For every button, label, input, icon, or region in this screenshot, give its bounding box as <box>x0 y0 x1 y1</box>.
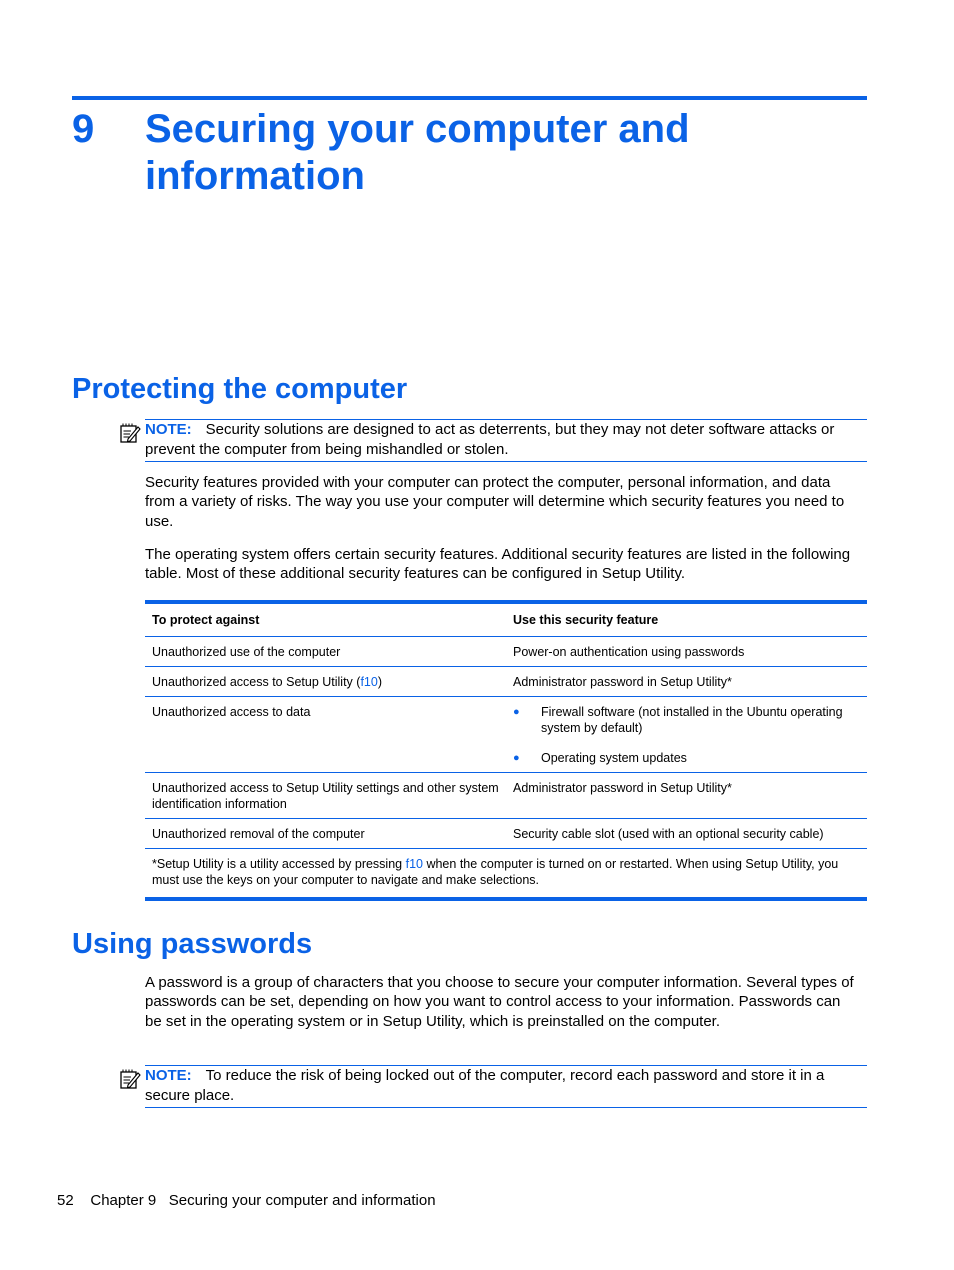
table-header-cell: Use this security feature <box>513 613 659 627</box>
table-row <box>145 773 867 819</box>
bullet-dot-icon: ● <box>513 752 520 764</box>
table-cell <box>506 697 867 772</box>
table-cell: Security cable slot (used with an optional security cable) <box>513 827 824 841</box>
paragraph <box>145 545 860 584</box>
security-table <box>145 600 867 901</box>
paragraph <box>145 973 860 1031</box>
footnote-text: *Setup Utility is a utility accessed by pressing <box>152 857 406 871</box>
chapter-number: 9 <box>72 107 95 151</box>
table-cell: Administrator password in Setup Utility* <box>513 781 732 795</box>
table-row <box>145 637 867 667</box>
cell-text: ) <box>377 675 382 689</box>
note-box <box>145 1065 867 1108</box>
paragraph-text: Security features provided with your computer can protect the computer, personal information, and data from a variety of risks. The way you use your computer will determine which security features you need to use. <box>145 474 845 530</box>
bullet-text: Operating system updates <box>541 751 687 765</box>
bullet-item <box>513 750 860 766</box>
bullet-dot-icon: ● <box>513 706 520 718</box>
table-header-cell: To protect against <box>152 613 260 627</box>
page-footer <box>57 1191 436 1211</box>
note-icon <box>119 1068 141 1090</box>
bullet-item <box>513 704 860 736</box>
table-row <box>145 819 867 849</box>
footer-chapter-label: Chapter 9 <box>90 1192 157 1209</box>
table-cell: Unauthorized removal of the computer <box>152 827 365 841</box>
table-row <box>145 697 867 773</box>
key-f10: f10 <box>405 857 423 871</box>
note-label: NOTE: <box>145 421 192 438</box>
chapter-title: Securing your computer and information <box>145 107 690 198</box>
table-cell: Unauthorized access to data <box>152 705 311 719</box>
page-number: 52 <box>57 1192 74 1209</box>
note-text: Security solutions are designed to act as deterrents, but they may not deter software attacks or prevent the computer from being mishandled or stolen. <box>145 421 835 458</box>
table-cell: Administrator password in Setup Utility* <box>513 675 732 689</box>
table-cell: Power-on authentication using passwords <box>513 645 745 659</box>
table-row <box>145 667 867 697</box>
section-heading-protecting: Protecting the computer <box>72 373 408 405</box>
table-cell: Unauthorized use of the computer <box>152 645 341 659</box>
footer-chapter-title: Securing your computer and information <box>168 1192 436 1209</box>
note-label: NOTE: <box>145 1067 192 1084</box>
note-icon <box>119 422 141 444</box>
chapter-rule <box>72 96 867 100</box>
table-cell <box>145 667 506 696</box>
table-cell: Unauthorized access to Setup Utility settings and other system identification information <box>152 781 499 811</box>
footnote-text: when the computer is turned on or restarted. When using Setup Utility, you must use the keys on your computer to navigate and make selections. <box>152 857 839 887</box>
cell-text: Unauthorized access to Setup Utility ( <box>152 675 361 689</box>
paragraph-text: A password is a group of characters that you choose to secure your computer information. Several types of passwords can be set, depending on how you want to control access to your information. Passwords can be set in the operating system or in Setup Utility, which is preinstalled on the computer. <box>145 974 854 1030</box>
note-text: To reduce the risk of being locked out of the computer, record each password and store it in a secure place. <box>145 1067 825 1104</box>
paragraph <box>145 473 860 531</box>
note-box <box>145 419 867 462</box>
table-header-row <box>145 604 867 637</box>
table-footnote <box>145 849 867 897</box>
paragraph-text: The operating system offers certain security features. Additional security features are listed in the following table. Most of these additional security features can be configured in Setup Utility. <box>145 546 851 583</box>
section-heading-passwords: Using passwords <box>72 928 313 960</box>
bullet-text: Firewall software (not installed in the Ubuntu operating system by default) <box>541 705 843 735</box>
key-f10: f10 <box>360 675 378 689</box>
